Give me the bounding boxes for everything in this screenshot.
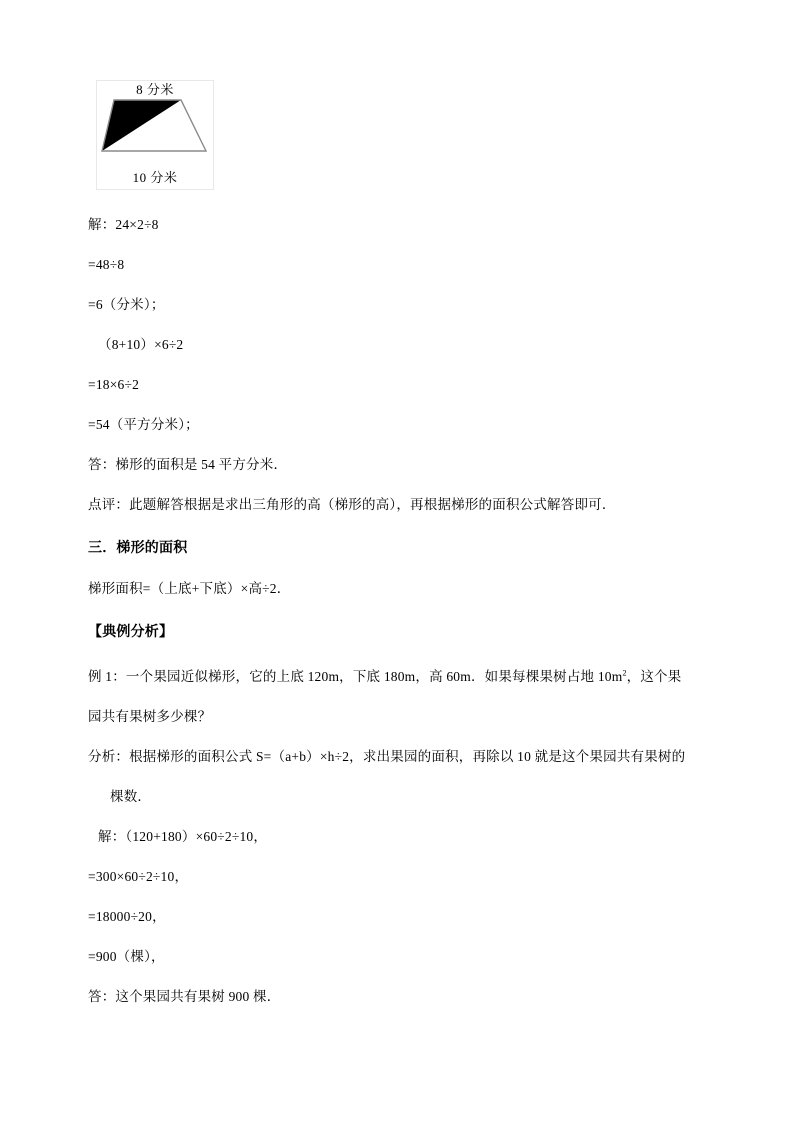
spacer: [88, 474, 708, 496]
example-problem-line-1: [88, 668, 708, 686]
example-problem-line-2: 园共有果树多少棵？: [88, 709, 212, 724]
solution-step-2: =48÷8: [88, 257, 125, 272]
example-solve-4: =900（棵），: [88, 949, 165, 964]
spacer: [88, 274, 708, 296]
shaded-triangle: [102, 100, 181, 151]
solution-answer: 答：梯形的面积是 54 平方分米．: [88, 457, 288, 472]
example-answer: 答：这个果园共有果树 900 棵．: [88, 989, 281, 1004]
figure-top-label: 8 分米: [136, 82, 174, 97]
example-analysis-line-1: 分析：根据梯形的面积公式 S=（a+b）×h÷2，求出果园的面积，再除以 10 就是这个果园共有果树的: [88, 749, 686, 764]
trapezoid-figure: [96, 80, 214, 190]
spacer: [88, 966, 708, 988]
trapezoid-svg: [96, 98, 214, 170]
section-formula: 梯形面积=（上底+下底）×高÷2．: [88, 581, 291, 596]
example-problem-text-a: 例 1：一个果园近似梯形，它的上底 120m，下底 180m，高 60m．如果每棵果树占地 10m: [88, 669, 623, 684]
section-heading: 三．梯形的面积: [88, 541, 188, 556]
example-analysis-line-2: 棵数．: [110, 789, 152, 804]
solution-step-6: =54（平方分米）；: [88, 417, 199, 432]
spacer: [88, 726, 708, 748]
spacer: [88, 886, 708, 908]
spacer: [88, 598, 708, 624]
spacer: [88, 190, 708, 216]
solution-step-1: 解：24×2÷8: [88, 217, 159, 232]
section-subheading: 【典例分析】: [88, 625, 174, 640]
example-solve-2: =300×60÷2÷10，: [88, 869, 189, 884]
spacer: [88, 354, 708, 376]
spacer: [88, 558, 708, 580]
solution-comment: 点评：此题解答根据是求出三角形的高（梯形的高），再根据梯形的面积公式解答即可．: [88, 497, 616, 512]
spacer: [88, 926, 708, 948]
document-content: [88, 80, 708, 1006]
example-solve-3: =18000÷20，: [88, 909, 166, 924]
square-unit-superscript: 2: [622, 668, 627, 678]
spacer: [88, 314, 708, 336]
spacer: [88, 434, 708, 456]
spacer: [88, 234, 708, 256]
spacer: [88, 642, 708, 668]
spacer: [88, 394, 708, 416]
example-problem-text-b: ，这个果: [626, 669, 682, 684]
spacer: [88, 806, 708, 828]
example-solve-1: 解：（120+180）×60÷2÷10，: [98, 829, 268, 844]
spacer: [88, 514, 708, 540]
spacer: [88, 686, 708, 708]
figure-bottom-label: 10 分米: [132, 170, 178, 185]
solution-step-3: =6（分米）；: [88, 297, 165, 312]
spacer: [88, 846, 708, 868]
solution-step-4: （8+10）×6÷2: [98, 337, 184, 352]
solution-step-5: =18×6÷2: [88, 377, 140, 392]
spacer: [88, 766, 708, 788]
